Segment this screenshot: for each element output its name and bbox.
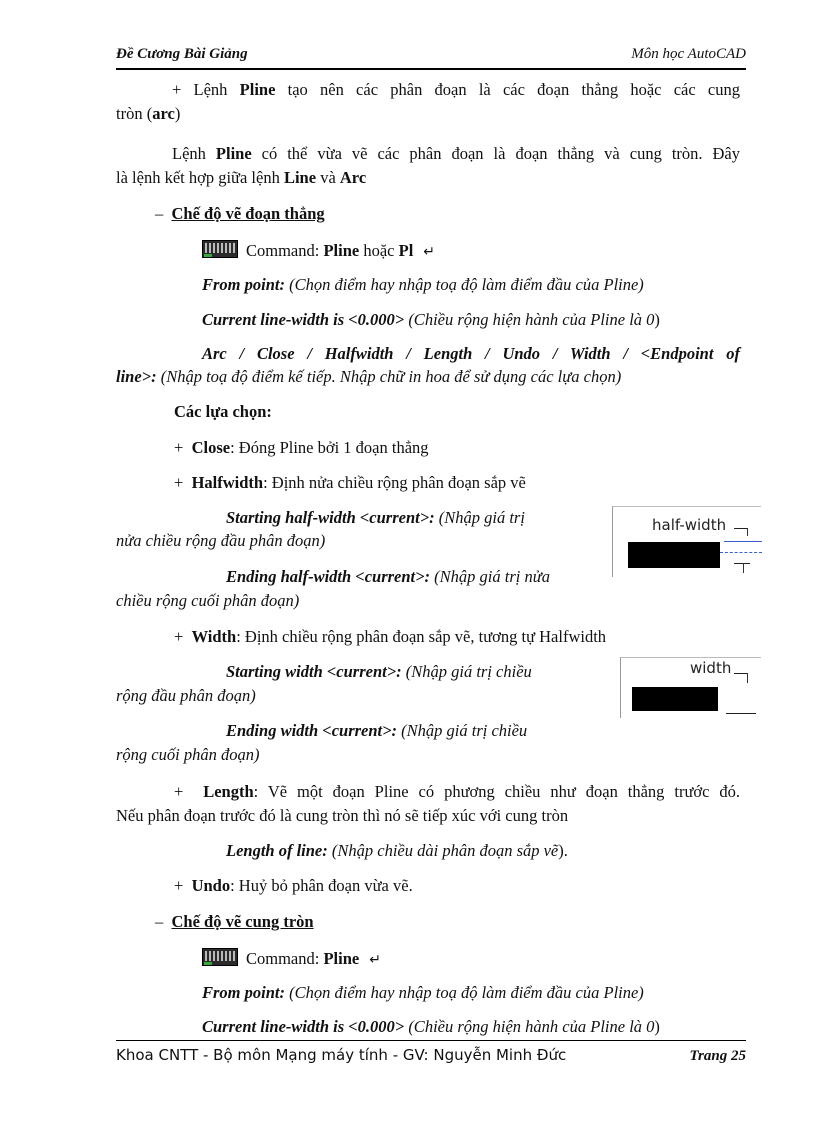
page-footer	[116, 1046, 746, 1070]
starting-width-line-1: Starting width <current>: (Nhập giá trị chiều	[226, 662, 532, 681]
width-figure-label: width	[690, 659, 732, 677]
starting-half-width-line-1: Starting half-width <current>: (Nhập giá trị	[226, 508, 525, 527]
page-header	[116, 44, 746, 66]
intro-line-4: là lệnh kết hợp giữa lệnh Line và Arc	[116, 168, 367, 187]
option-undo: + Undo: Huỷ bỏ phân đoạn vừa vẽ.	[174, 876, 413, 895]
footer-rule	[116, 1040, 746, 1041]
option-length-line-2: Nếu phân đoạn trước đó là cung tròn thì nó sẽ tiếp xúc với cung tròn	[116, 806, 569, 825]
starting-width-line-2: rộng đầu phân đoạn)	[116, 686, 256, 705]
section-title-line-mode: – Chế độ vẽ đoạn thẳng	[155, 204, 325, 223]
ending-width-line-2: rộng cuối phân đoạn)	[116, 745, 260, 764]
ending-width-line-1: Ending width <current>: (Nhập giá trị chiều	[226, 721, 528, 740]
header-rule	[116, 68, 746, 70]
option-length-line-1: + Length: Vẽ một đoạn Pline có phương chiều như đoạn thẳng trước đó.	[174, 782, 740, 801]
header-left: Đề Cương Bài Giảng	[116, 46, 248, 62]
halfwidth-figure-label: half-width	[652, 516, 727, 534]
intro-line-3: Lệnh Pline có thể vừa vẽ các phân đoạn là đoạn thẳng và cung tròn. Đây	[172, 144, 741, 163]
current-width-line-1: Current line-width is <0.000> (Chiều rộng hiện hành của Pline là 0)	[202, 310, 660, 329]
keyboard-icon	[202, 948, 238, 966]
options-title: Các lựa chọn:	[174, 402, 272, 421]
page-number: Trang 25	[689, 1048, 746, 1064]
arc-options-line-2: line>: (Nhập toạ độ điểm kế tiếp. Nhập chữ in hoa để sử dụng các lựa chọn)	[116, 367, 622, 386]
option-width: + Width: Định chiều rộng phân đoạn sắp vẽ, tương tự Halfwidth	[174, 627, 607, 646]
header-right: Môn học AutoCAD	[631, 46, 746, 62]
starting-half-width-line-2: nửa chiều rộng đầu phân đoạn)	[116, 531, 326, 550]
width-figure	[620, 657, 762, 719]
length-of-line: Length of line: (Nhập chiều dài phân đoạn sắp vẽ).	[226, 841, 568, 860]
ending-half-width-line-2: chiều rộng cuối phân đoạn)	[116, 591, 300, 610]
intro-line-1: + Lệnh Pline tạo nên các phân đoạn là các đoạn thẳng hoặc các cung	[172, 80, 740, 99]
from-point-line-2: From point: (Chọn điểm hay nhập toạ độ làm điểm đầu của Pline)	[202, 983, 644, 1002]
current-width-line-2: Current line-width is <0.000> (Chiều rộng hiện hành của Pline là 0)	[202, 1017, 660, 1036]
command-line-1: Command: Pline hoặc Pl ↵	[202, 240, 435, 262]
halfwidth-figure	[612, 506, 762, 578]
enter-key-icon: ↵	[369, 952, 381, 968]
keyboard-icon	[202, 240, 238, 258]
ending-half-width-line-1: Ending half-width <current>: (Nhập giá trị nửa	[226, 567, 550, 586]
option-halfwidth: + Halfwidth: Định nửa chiều rộng phân đoạn sắp vẽ	[174, 473, 526, 492]
command-line-2: Command: Pline ↵	[202, 948, 381, 970]
section-title-arc-mode: – Chế độ vẽ cung tròn	[155, 912, 314, 931]
footer-left: Khoa CNTT - Bộ môn Mạng máy tính - GV: Nguyễn Minh Đức	[116, 1046, 567, 1064]
option-close: + Close: Đóng Pline bởi 1 đoạn thẳng	[174, 438, 429, 457]
intro-line-2: tròn (arc)	[116, 104, 181, 123]
from-point-line-1: From point: (Chọn điểm hay nhập toạ độ làm điểm đầu của Pline)	[202, 275, 644, 294]
arc-options-line-1: Arc / Close / Halfwidth / Length / Undo / Width / <Endpoint of	[202, 344, 740, 363]
enter-key-icon: ↵	[423, 244, 436, 260]
